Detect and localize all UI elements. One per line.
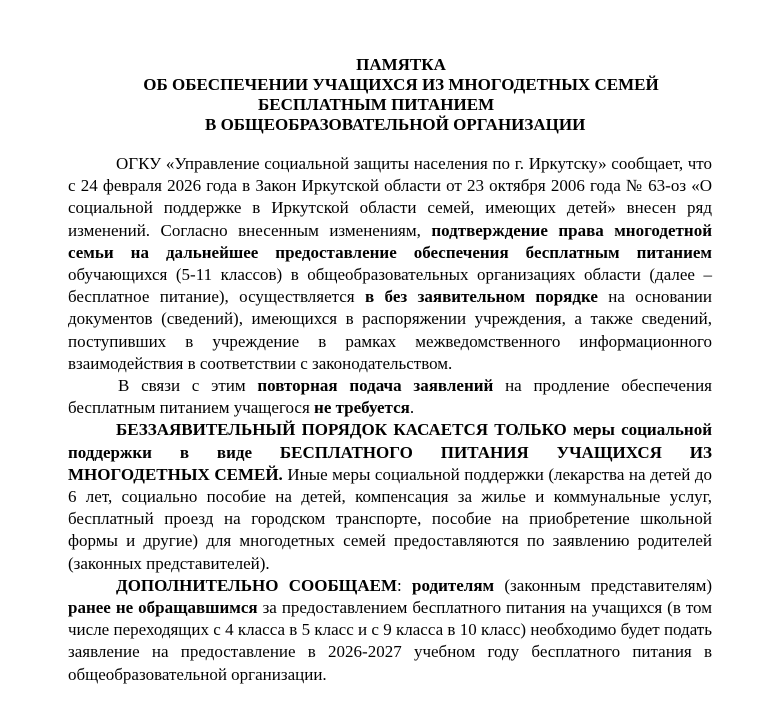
paragraph-2-bold-2: не требуется bbox=[314, 398, 410, 418]
paragraph-4-text-1: : bbox=[397, 575, 413, 595]
paragraph-2-text-2: на продление обеспечения бесплатным питанием учащегося bbox=[68, 376, 712, 418]
document-title bbox=[0, 55, 780, 135]
paragraph-4 bbox=[68, 575, 712, 686]
paragraph-3-text-1: Иные меры социальной поддержки (лекарства на детей до 6 лет, социально пособие на детей, компенсация за жилье и коммунальные услуг, бесплатный проезд на городском транспорте, пособие на приобретение школьной формы и другие) для многодетных семей предоставляются по заявлению родителей (законных представителей). bbox=[68, 464, 712, 573]
paragraph-2-text-3: . bbox=[409, 398, 415, 418]
paragraph-4-text-3: за предоставлением бесплатного питания на учащихся (в том числе переходящих с 4 класса в 5 класс и с 9 класса в 10 класс) необходимо будет подать заявление на предоставление в 2026-2027 учебном году бесплатного питания в общеобразовательной организации. bbox=[68, 598, 712, 684]
paragraph-4-bold-2: родителям bbox=[412, 575, 495, 595]
paragraph-3 bbox=[68, 419, 712, 574]
paragraph-1-bold-2: в без заявительном порядке bbox=[365, 287, 598, 307]
paragraph-2 bbox=[68, 375, 712, 419]
paragraph-1-text-2: обучающихся (5-11 классов) в общеобразовательных организациях области (далее – бесплатное питание), осуществляется bbox=[68, 265, 712, 307]
paragraph-4-bold-1: ДОПОЛНИТЕЛЬНО СООБЩАЕМ bbox=[116, 575, 398, 595]
paragraph-4-bold-3: ранее не обращавшимся bbox=[68, 598, 258, 618]
title-line-3: БЕСПЛАТНЫМ ПИТАНИЕМ bbox=[258, 95, 495, 114]
paragraph-1-bold-1: подтверждение права многодетной семьи на дальнейшее предоставление обеспечения бесплатным питанием bbox=[68, 220, 712, 262]
title-line-1: ПАМЯТКА bbox=[356, 55, 446, 74]
paragraph-4-text-2: (законным представителям) bbox=[494, 575, 712, 595]
paragraph-3-bold-1: БЕЗЗАЯВИТЕЛЬНЫЙ ПОРЯДОК КАСАЕТСЯ ТОЛЬКО меры социальной поддержки в виде БЕСПЛАТНОГО ПИТАНИЯ УЧАЩИХСЯ ИЗ МНОГОДЕТНЫХ СЕМЕЙ. bbox=[68, 420, 712, 484]
paragraph-2-bold-1: повторная подача заявлений bbox=[257, 376, 494, 396]
document-body bbox=[68, 153, 712, 686]
title-line-4: В ОБЩЕОБРАЗОВАТЕЛЬНОЙ ОРГАНИЗАЦИИ bbox=[205, 115, 586, 134]
paragraph-1 bbox=[68, 153, 712, 375]
paragraph-2-text-1: В связи с этим bbox=[118, 376, 258, 396]
paragraph-1-text-3: на основании документов (сведений), имеющихся в распоряжении учреждения, а также сведений, поступивших в учреждение в рамках межведомственного информационного взаимодействия в соответствии с законодательством. bbox=[68, 287, 713, 373]
paragraph-1-text-1: ОГКУ «Управление социальной защиты населения по г. Иркутску» сообщает, что с 24 февраля 2026 года в Закон Иркутской области от 23 октября 2006 года № 63-оз «О социальной поддержке в Иркутской области семей, имеющих детей» внесен ряд изменений. Согласно внесенным изменениям, bbox=[68, 154, 712, 240]
title-line-2: ОБ ОБЕСПЕЧЕНИИ УЧАЩИХСЯ ИЗ МНОГОДЕТНЫХ СЕМЕЙ bbox=[143, 75, 659, 94]
